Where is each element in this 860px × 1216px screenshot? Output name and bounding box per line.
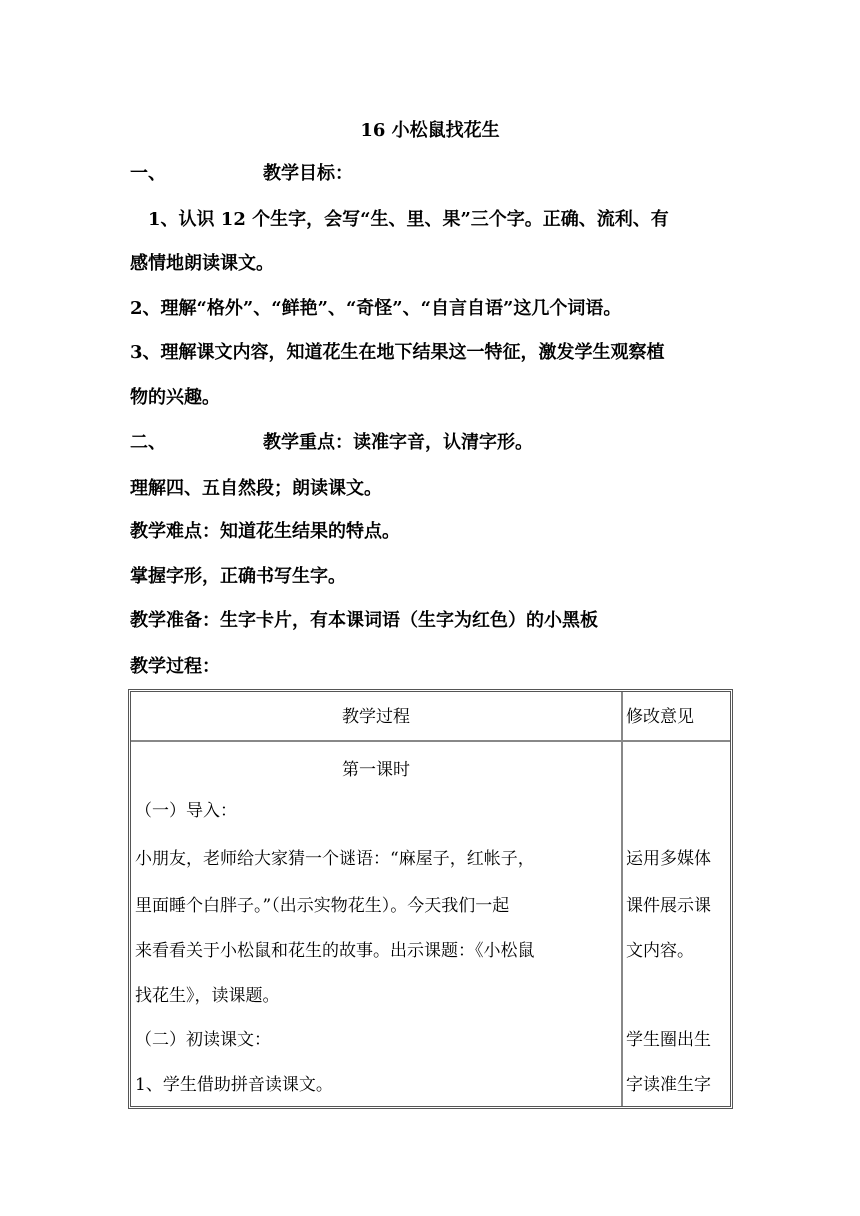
key-points-line-2: 理解四、五自然段；朗读课文。: [130, 478, 382, 499]
header-process: 教学过程: [342, 707, 410, 727]
lesson-process-table: [128, 689, 733, 1109]
goal-1-line-1: 1、认识 12 个生字，会写“生、里、果”三个字。正确、流利、有: [148, 209, 669, 230]
intro-para-line-3: 来看看关于小松鼠和花生的故事。出示课题：《小松鼠: [135, 941, 535, 961]
goals-heading-number: 一、: [130, 163, 166, 184]
difficulty-line-2: 掌握字形，正确书写生字。: [130, 566, 346, 587]
difficulty: 教学难点：知道花生结果的特点。: [130, 521, 400, 542]
note-1-line-2: 课件展示课: [626, 896, 711, 916]
key-points-heading: 教学重点：读准字音，认清字形。: [263, 432, 533, 453]
header-revision: 修改意见: [626, 707, 694, 727]
process-heading: 教学过程：: [130, 656, 220, 677]
section-intro: （一）导入：: [135, 801, 237, 821]
key-heading-number: 二、: [130, 432, 166, 453]
intro-para-line-4: 找花生》，读课题。: [135, 986, 280, 1006]
goals-heading: 教学目标：: [263, 163, 353, 184]
intro-para-line-1: 小朋友，老师给大家猜一个谜语：“麻屋子，红帐子，: [135, 849, 535, 869]
note-1-line-3: 文内容。: [626, 941, 694, 961]
header-divider: [131, 740, 730, 742]
goal-3-line-2: 物的兴趣。: [130, 387, 220, 408]
key-points-row: [130, 430, 533, 456]
lesson-title: 16 小松鼠找花生: [360, 120, 500, 141]
note-1-line-1: 运用多媒体: [626, 849, 711, 869]
goal-1-line-2: 感情地朗读课文。: [130, 253, 274, 274]
goal-3-line-1: 3、理解课文内容，知道花生在地下结果这一特征，激发学生观察植: [130, 342, 665, 363]
preparation: 教学准备：生字卡片，有本课词语（生字为红色）的小黑板: [130, 610, 598, 631]
goal-2: 2、理解“格外”、“鲜艳”、“奇怪”、“自言自语”这几个词语。: [130, 298, 622, 319]
section-first-reading: （二）初读课文：: [135, 1030, 271, 1050]
lesson-label: 第一课时: [342, 760, 410, 780]
step-1: 1、学生借助拼音读课文。: [135, 1075, 333, 1095]
goals-heading-row: [130, 161, 353, 187]
note-2-line-1: 学生圈出生: [626, 1030, 711, 1050]
intro-para-line-2: 里面睡个白胖子。”（出示实物花生）。今天我们一起: [135, 896, 510, 916]
note-2-line-2: 字读准生字: [626, 1075, 711, 1095]
column-divider: [621, 692, 623, 1106]
